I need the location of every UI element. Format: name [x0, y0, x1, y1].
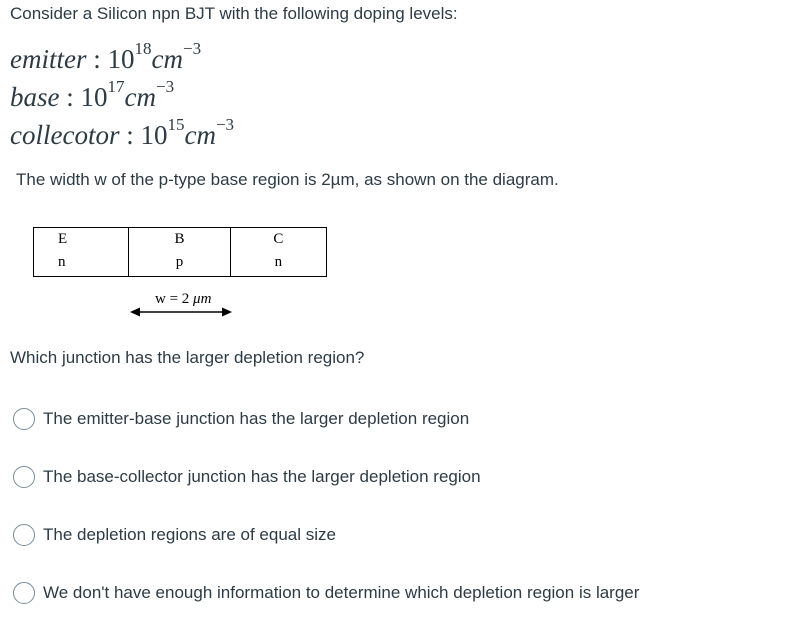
radio-button[interactable] [13, 524, 35, 546]
answer-option-4[interactable] [13, 582, 639, 604]
doping-base-name: base [10, 82, 60, 112]
region-label: B [174, 231, 185, 247]
doping-emitter-name: emitter [10, 44, 87, 74]
doping-collector-name: collecotor [10, 120, 120, 150]
radio-button[interactable] [13, 582, 35, 604]
question-text: Which junction has the larger depletion region? [10, 348, 365, 367]
width-description: The width w of the p-type base region is 2µm, as shown on the diagram. [16, 170, 559, 189]
bjt-diagram [33, 227, 327, 277]
doping-emitter: emitter : $10^{18}cm^{-3}$ [10, 39, 202, 74]
answer-option-label: The depletion regions are of equal size [43, 525, 336, 544]
answer-option-label: The emitter-base junction has the larger depletion region [43, 409, 470, 428]
emitter-region [34, 228, 128, 276]
base-region [128, 228, 229, 276]
region-type: n [274, 254, 283, 270]
doping-collector: collecotor : $10^{15}cm^{-3}$ [10, 115, 235, 150]
answer-option-2[interactable] [13, 466, 481, 488]
answer-option-1[interactable] [13, 408, 469, 430]
radio-button[interactable] [13, 408, 35, 430]
intro-text: Consider a Silicon npn BJT with the following doping levels: [10, 4, 458, 23]
width-label: w = 2 μm [155, 291, 212, 307]
region-label: E [58, 231, 68, 247]
collector-region [230, 228, 326, 276]
radio-button[interactable] [13, 466, 35, 488]
region-label: C [273, 231, 284, 247]
region-type: p [175, 254, 184, 270]
doping-base: base : $10^{17}cm^{-3}$ [10, 77, 175, 112]
region-type: n [58, 254, 66, 270]
answer-option-3[interactable] [13, 524, 336, 546]
answer-option-label: We don't have enough information to determine which depletion region is larger [43, 583, 640, 602]
answer-option-label: The base-collector junction has the larger depletion region [43, 467, 481, 486]
double-arrow-icon [130, 304, 232, 320]
